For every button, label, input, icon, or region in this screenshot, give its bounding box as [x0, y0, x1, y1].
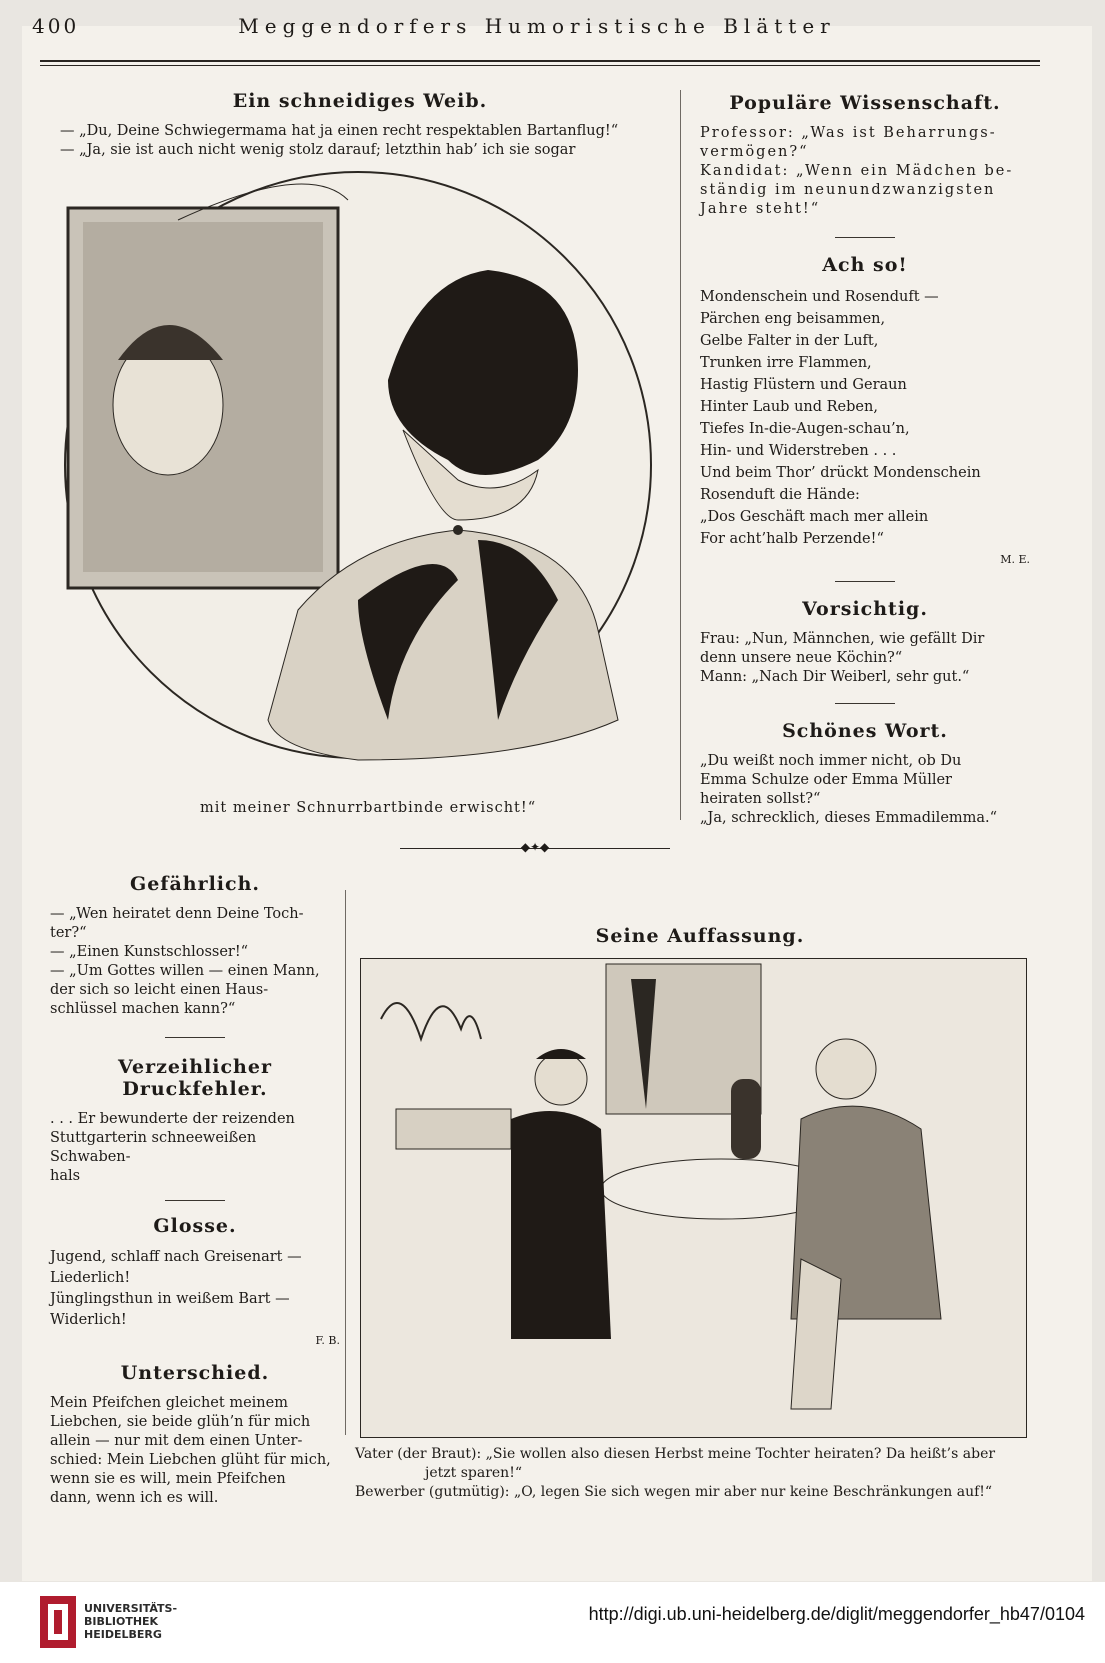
section-title: Seine Auffassung.: [595, 925, 805, 947]
caption-line: Bewerber (gutmütig): „O, legen Sie sich wegen mir aber nur keine Beschränkungen auf!“: [355, 1484, 993, 1500]
author-sign: M. E.: [1000, 553, 1030, 566]
seine-auffassung-title: [360, 925, 1040, 957]
dialog-line: — „Ja, sie ist auch nicht wenig stolz darauf; letzthin hab’ ich sie sogar: [60, 142, 576, 158]
section-text: Frau: „Nun, Männchen, wie gefällt Dir denn unsere neue Köchin?“ Mann: „Nach Dir Weiberl, sehr gut.“: [700, 631, 985, 685]
section-title: Unterschied.: [120, 1362, 270, 1384]
poem-text: Jugend, schlaff nach Greisenart — Liederlich! Jünglingsthun in weißem Bart — Widerlich!: [50, 1249, 302, 1328]
column-divider: [345, 890, 346, 1435]
section-text: „Du weißt noch immer nicht, ob Du Emma Schulze oder Emma Müller heiraten sollst?“ „Ja, schrecklich, dieses Emmadilemma.“: [700, 753, 998, 826]
illustration-caption: mit meiner Schnurrbartbinde erwischt!“: [200, 800, 537, 816]
caption-line: Vater (der Braut): „Sie wollen also diesen Herbst meine Tochter heiraten? Da heißt’s aber: [355, 1446, 996, 1462]
section-text: Mein Pfeifchen gleichet meinem Liebchen, sie beide glüh’n für mich allein — nur mit dem einen Unter- schied: Mein Liebchen glüht für mich, wenn sie es will, mein Pfeifchen dann, wenn ich es will.: [50, 1395, 331, 1506]
header-rule-thin: [40, 65, 1040, 66]
section-title: Populäre Wissenschaft.: [729, 92, 1001, 114]
column-divider: [680, 90, 681, 820]
section-title: Schönes Wort.: [782, 720, 948, 742]
article-title: Ein schneidiges Weib.: [232, 90, 488, 112]
article-schneidiges-weib: [60, 90, 660, 160]
cartoon-caption: [355, 1445, 1055, 1502]
section-text: . . . Er bewunderte der reizenden Stuttgarterin schneeweißen Schwaben- hals: [50, 1111, 295, 1184]
dialog-line: — „Du, Deine Schwiegermama hat ja einen recht respektablen Bartanflug!“: [60, 123, 619, 139]
author-sign: F. B.: [315, 1334, 340, 1347]
section-text: — „Wen heiratet denn Deine Toch- ter?“ — „Einen Kunstschlosser!“ — „Um Gottes willen — einen Mann, der sich so leicht einen Haus- schlüssel machen kann?“: [50, 906, 320, 1017]
right-column: [700, 92, 1030, 828]
section-title: Vorsichtig.: [802, 598, 928, 620]
bottom-left-column: [50, 873, 340, 1508]
caption-line: jetzt sparen!“: [425, 1465, 522, 1481]
section-text: Professor: „Was ist Beharrungs- vermögen?“ Kandidat: „Wenn ein Mädchen be- ständig im neunundzwanzigsten Jahre steht!“: [700, 125, 1014, 217]
section-title: Verzeihlicher Druckfehler.: [118, 1056, 272, 1100]
library-logo-icon: [40, 1596, 76, 1652]
section-title: Ach so!: [822, 254, 908, 276]
header-rule: [40, 60, 1040, 62]
page-number: 400: [32, 14, 80, 38]
poem-text: Mondenschein und Rosenduft — Pärchen eng beisammen, Gelbe Falter in der Luft, Trunken irre Flammen, Hastig Flüstern und Geraun Hinter Laub und Reben, Tiefes In-die-Augen-schau’n, Hin- und Widerstreben . . . Und beim Thor’ drückt Mondenschein Rosenduft die Hände: „Dos Geschäft mach mer allein For acht’halb Perzende!“: [700, 289, 981, 547]
ornament-icon: ◆✦◆: [520, 840, 550, 854]
library-name: UNIVERSITÄTS- BIBLIOTHEK HEIDELBERG: [84, 1602, 178, 1641]
illustration-father-suitor: [360, 958, 1027, 1438]
source-url-link[interactable]: http://digi.ub.uni-heidelberg.de/diglit/meggendorfer_hb47/0104: [588, 1604, 1085, 1624]
section-title: Gefährlich.: [129, 873, 261, 895]
illustration-woman-mirror: [58, 160, 658, 770]
section-title: Glosse.: [153, 1215, 237, 1237]
journal-title: Meggendorfers Humoristische Blätter: [238, 14, 836, 38]
footer-bar: [0, 1582, 1105, 1663]
page-header: [22, 14, 1052, 50]
